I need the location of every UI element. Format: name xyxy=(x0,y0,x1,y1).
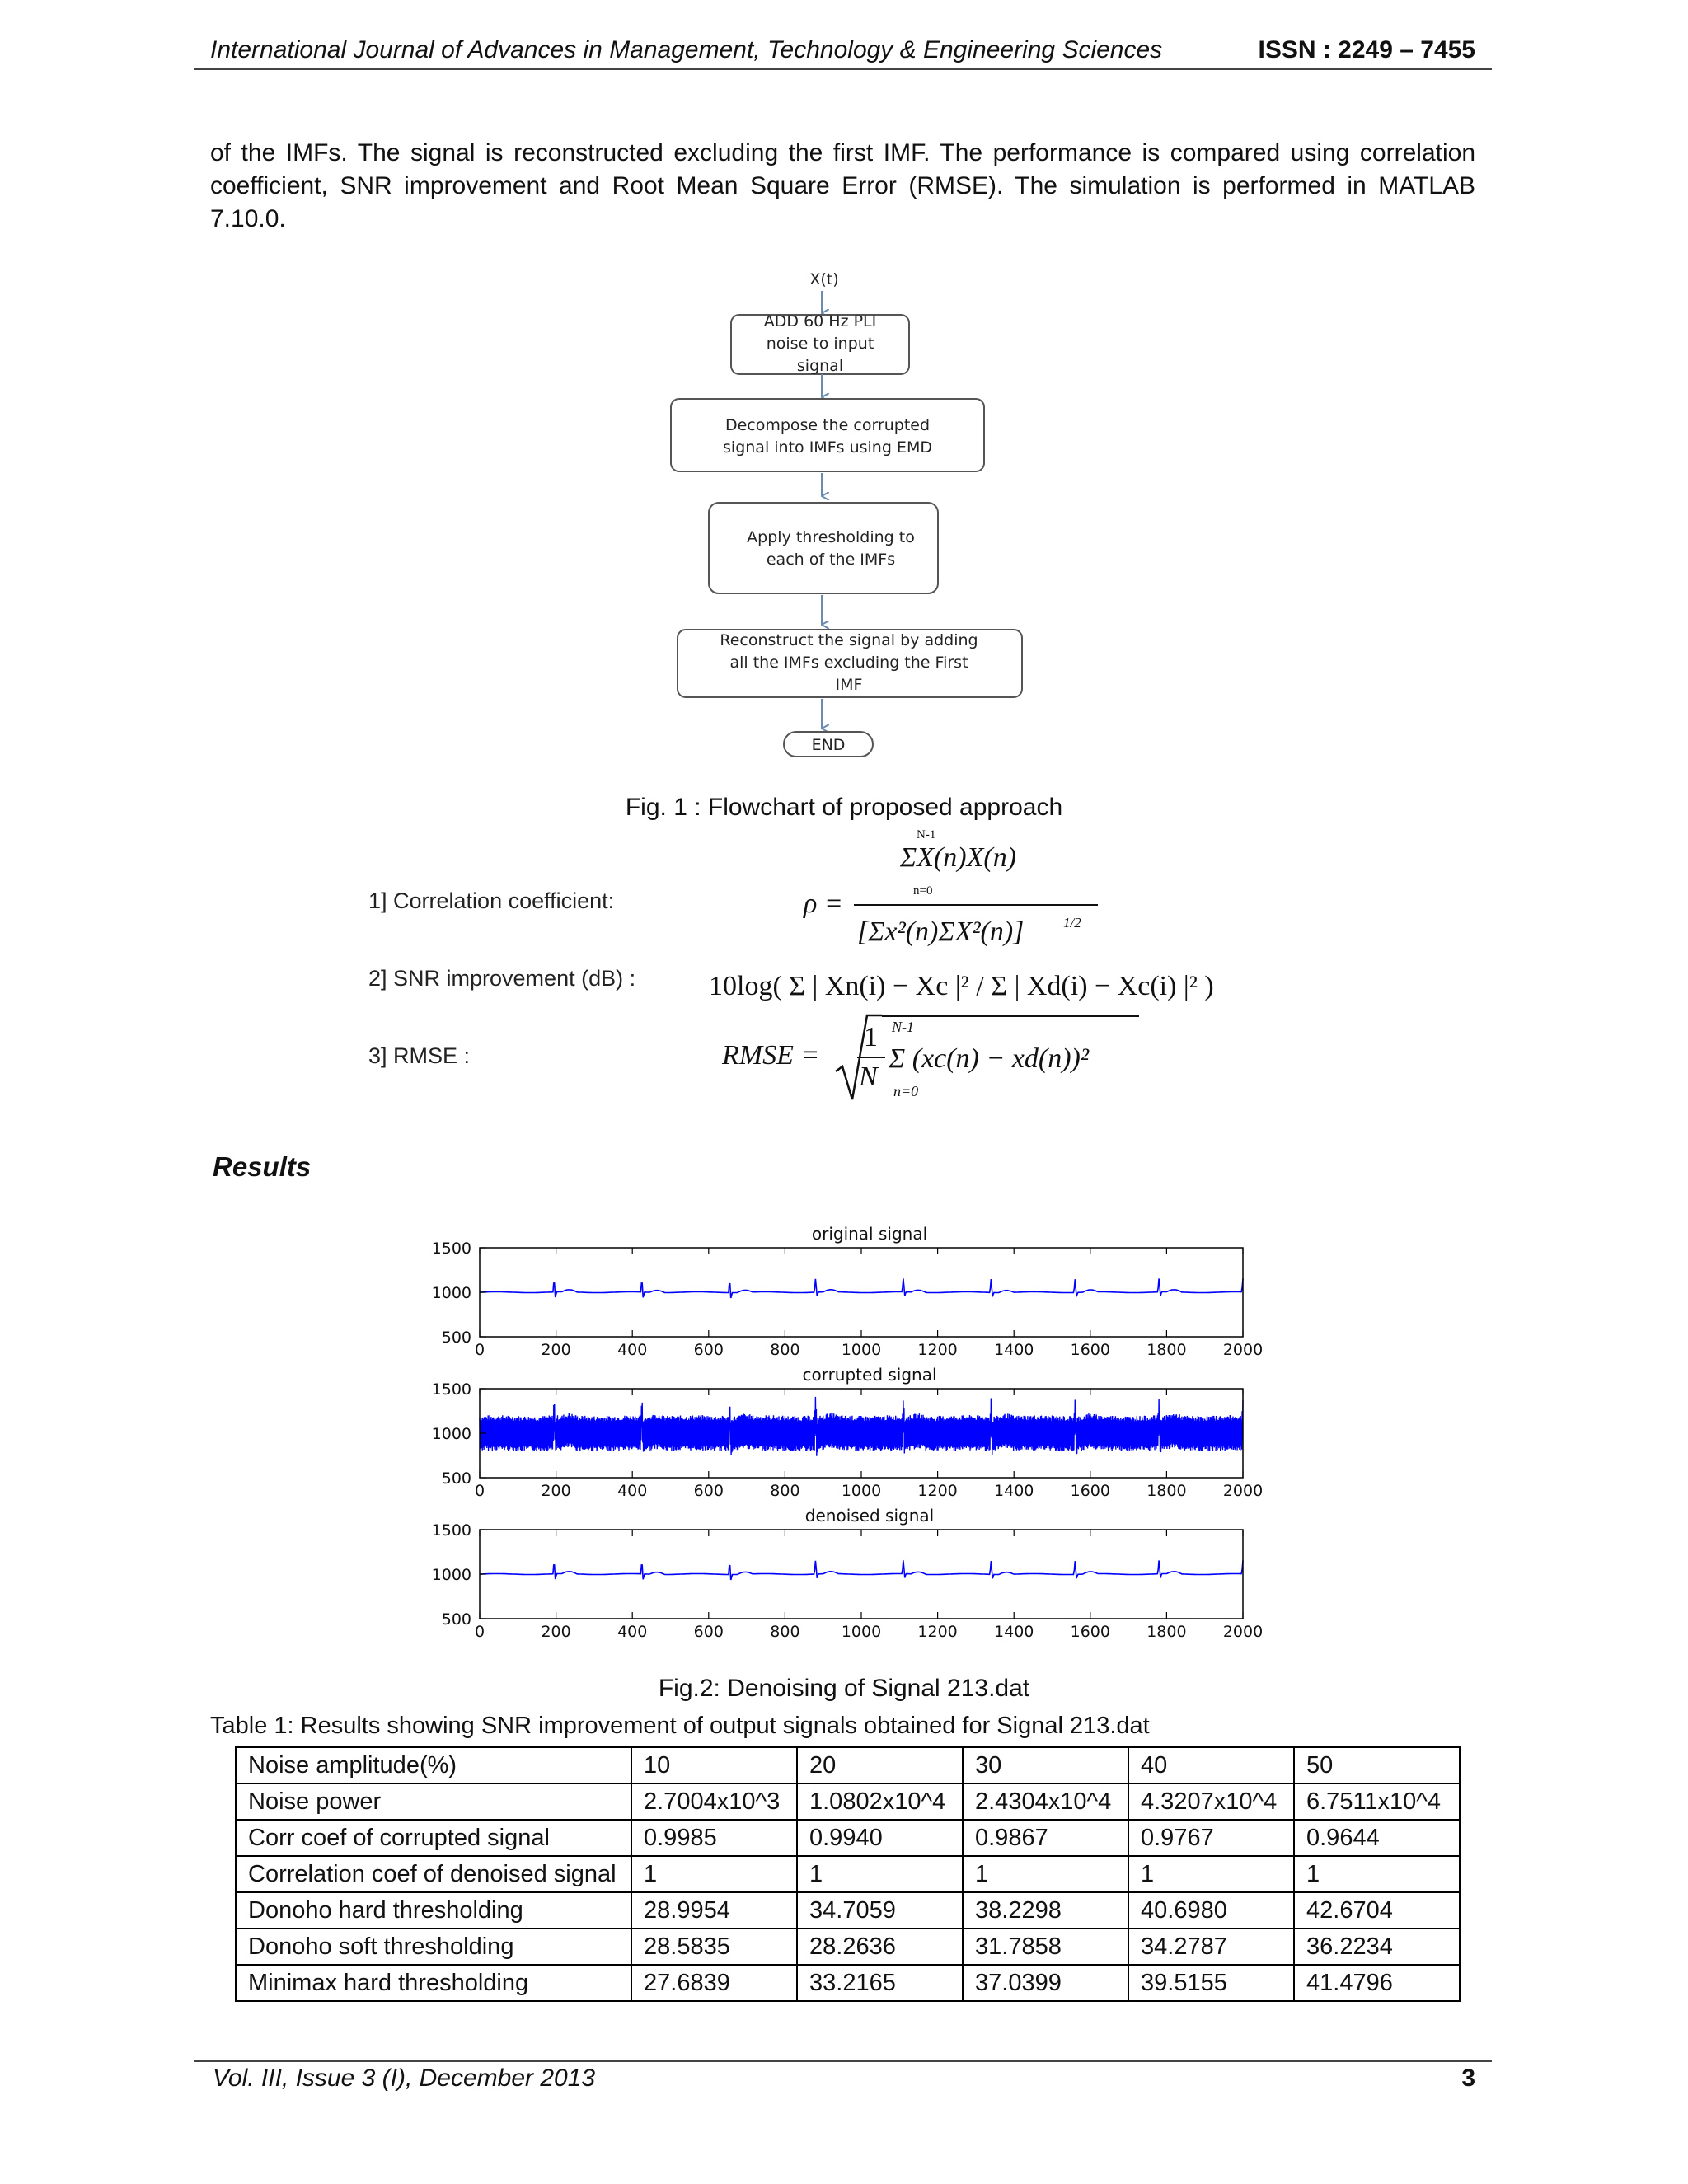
flow-input: X(t) xyxy=(809,270,839,288)
corr-label: 1] Correlation coefficient: xyxy=(368,888,615,913)
flowchart xyxy=(643,262,1039,765)
chart-title: original signal xyxy=(811,1224,928,1244)
table-row xyxy=(236,1747,1460,1783)
table-cell: 2.7004x10^3 xyxy=(631,1783,797,1820)
header-rule xyxy=(194,68,1492,70)
table-cell: 28.5835 xyxy=(631,1929,797,1965)
x-tick-label: 2000 xyxy=(1222,1341,1264,1359)
y-tick-label: 1500 xyxy=(431,1380,471,1399)
table-cell: 1 xyxy=(1294,1856,1460,1892)
table-row-label: Corr coef of corrupted signal xyxy=(236,1820,631,1856)
table-cell: 36.2234 xyxy=(1294,1929,1460,1965)
x-tick-label: 1200 xyxy=(917,1482,958,1500)
table-cell: 37.0399 xyxy=(963,1965,1128,2001)
x-tick-label: 800 xyxy=(770,1341,800,1359)
results-table xyxy=(235,1746,1461,2002)
flow-step-3-line-2: each of the IMFs xyxy=(766,551,896,569)
flow-step-1-line-2: noise to input xyxy=(766,335,874,353)
chart-title: denoised signal xyxy=(804,1506,935,1526)
table-row-label: Donoho hard thresholding xyxy=(236,1892,631,1929)
table-row-label: Noise amplitude(%) xyxy=(236,1747,631,1783)
x-tick-label: 1200 xyxy=(917,1341,958,1359)
table-cell: 2.4304x10^4 xyxy=(963,1783,1128,1820)
x-tick-label: 400 xyxy=(617,1623,648,1641)
x-tick-label: 1400 xyxy=(994,1623,1034,1641)
x-tick-label: 1600 xyxy=(1070,1482,1110,1500)
table-row xyxy=(236,1820,1460,1856)
corr-fraction-bar xyxy=(854,904,1098,906)
rmse-fraction-bar xyxy=(857,1057,885,1058)
rmse-one: 1 xyxy=(864,1022,878,1052)
table-cell: 28.2636 xyxy=(797,1929,963,1965)
x-tick-label: 2000 xyxy=(1222,1623,1264,1641)
table-cell: 1.0802x10^4 xyxy=(797,1783,963,1820)
table-cell: 0.9767 xyxy=(1128,1820,1294,1856)
x-tick-label: 1200 xyxy=(917,1623,958,1641)
table-row xyxy=(236,1892,1460,1929)
table-cell: 6.7511x10^4 xyxy=(1294,1783,1460,1820)
snr-label: 2] SNR improvement (dB) : xyxy=(368,966,636,991)
table-cell: 27.6839 xyxy=(631,1965,797,2001)
rmse-label: 3] RMSE : xyxy=(368,1043,471,1068)
issn: ISSN : 2249 – 7455 xyxy=(1258,36,1475,63)
rho-symbol: ρ = xyxy=(804,888,843,919)
table-row-label: Donoho soft thresholding xyxy=(236,1929,631,1965)
y-tick-label: 1000 xyxy=(431,1425,471,1443)
footer-rule xyxy=(194,2060,1492,2062)
corr-denominator: [Σx²(n)ΣX²(n)] xyxy=(857,916,1025,947)
table-row-label: Noise power xyxy=(236,1783,631,1820)
corr-numerator: ΣX(n)X(n) xyxy=(900,842,1017,873)
x-tick-label: 1000 xyxy=(841,1341,882,1359)
table-cell: 0.9985 xyxy=(631,1820,797,1856)
x-tick-label: 200 xyxy=(541,1482,571,1500)
table-cell: 30 xyxy=(963,1747,1128,1783)
table-row-label: Correlation coef of denoised signal xyxy=(236,1856,631,1892)
rmse-lhs: RMSE = xyxy=(722,1040,820,1071)
table-cell: 38.2298 xyxy=(963,1892,1128,1929)
x-tick-label: 1600 xyxy=(1070,1623,1110,1641)
table-cell: 34.7059 xyxy=(797,1892,963,1929)
table-cell: 40.6980 xyxy=(1128,1892,1294,1929)
flow-step-2-line-1: Decompose the corrupted xyxy=(724,416,931,434)
y-tick-label: 1000 xyxy=(431,1566,471,1584)
x-tick-label: 600 xyxy=(693,1341,724,1359)
corr-sum-top: N-1 xyxy=(917,828,936,841)
x-tick-label: 400 xyxy=(617,1482,648,1500)
table-cell: 40 xyxy=(1128,1747,1294,1783)
y-tick-label: 500 xyxy=(441,1469,471,1488)
x-tick-label: 600 xyxy=(693,1623,724,1641)
x-tick-label: 200 xyxy=(541,1341,571,1359)
intro-paragraph: of the IMFs. The signal is reconstructed excluding the first IMF. The performance is compared using correlation coefficient, SNR improvement and Root Mean Square Error (RMSE). The simulation is performed in MATLAB 7.10.0. xyxy=(210,139,1475,232)
signal-line xyxy=(480,1560,1243,1580)
table-cell: 10 xyxy=(631,1747,797,1783)
table-cell: 0.9867 xyxy=(963,1820,1128,1856)
y-tick-label: 1000 xyxy=(431,1284,471,1302)
x-tick-label: 1800 xyxy=(1146,1341,1187,1359)
flow-step-threshold xyxy=(709,503,938,593)
corr-exponent: 1/2 xyxy=(1063,915,1081,930)
table-cell: 42.6704 xyxy=(1294,1892,1460,1929)
x-tick-label: 1000 xyxy=(841,1482,882,1500)
table-cell: 4.3207x10^4 xyxy=(1128,1783,1294,1820)
x-tick-label: 800 xyxy=(770,1482,800,1500)
flow-step-4-line-1: Reconstruct the signal by adding xyxy=(720,631,978,649)
flow-step-1-line-3: signal xyxy=(796,357,844,375)
x-tick-label: 600 xyxy=(693,1482,724,1500)
table-cell: 0.9644 xyxy=(1294,1820,1460,1856)
x-tick-label: 0 xyxy=(474,1482,485,1500)
rmse-n: N xyxy=(859,1062,878,1092)
page-number: 3 xyxy=(1461,2064,1475,2092)
x-tick-label: 400 xyxy=(617,1341,648,1359)
x-tick-label: 1400 xyxy=(994,1482,1034,1500)
table-cell: 1 xyxy=(1128,1856,1294,1892)
chart-title: corrupted signal xyxy=(802,1365,937,1385)
signal-charts xyxy=(412,1210,1286,1655)
y-tick-label: 1500 xyxy=(431,1521,471,1540)
rmse-root-bar xyxy=(882,1015,1139,1017)
x-tick-label: 0 xyxy=(474,1623,485,1641)
x-tick-label: 1400 xyxy=(994,1341,1034,1359)
table-cell: 1 xyxy=(963,1856,1128,1892)
x-tick-label: 1000 xyxy=(841,1623,882,1641)
x-tick-label: 200 xyxy=(541,1623,571,1641)
journal-title: International Journal of Advances in Management, Technology & Engineering Sciences xyxy=(210,36,1163,63)
flow-step-3-line-1: Apply thresholding to xyxy=(747,528,915,546)
footer-volume: Vol. III, Issue 3 (I), December 2013 xyxy=(213,2064,596,2092)
x-tick-label: 1800 xyxy=(1146,1482,1187,1500)
fig1-caption: Fig. 1 : Flowchart of proposed approach xyxy=(625,794,1063,821)
x-tick-label: 1800 xyxy=(1146,1623,1187,1641)
x-tick-label: 0 xyxy=(474,1341,485,1359)
table-row xyxy=(236,1783,1460,1820)
x-tick-label: 2000 xyxy=(1222,1482,1264,1500)
y-tick-label: 500 xyxy=(441,1610,471,1629)
x-tick-label: 800 xyxy=(770,1623,800,1641)
flow-step-decompose xyxy=(671,399,984,471)
table-row xyxy=(236,1929,1460,1965)
rmse-body: Σ (xc(n) − xd(n))² xyxy=(889,1043,1090,1074)
table-cell: 20 xyxy=(797,1747,963,1783)
table-row-label: Minimax hard thresholding xyxy=(236,1965,631,2001)
signal-line xyxy=(480,1397,1243,1456)
flow-step-4-line-2: all the IMFs excluding the First xyxy=(729,654,968,672)
fig2-caption: Fig.2: Denoising of Signal 213.dat xyxy=(658,1675,1030,1702)
table-cell: 1 xyxy=(631,1856,797,1892)
snr-formula: 10log( Σ | Xn(i) − Xc |² / Σ | Xd(i) − Xc(i) |² ) xyxy=(709,971,1214,1001)
rmse-sum-bottom: n=0 xyxy=(893,1083,919,1099)
y-tick-label: 500 xyxy=(441,1329,471,1347)
table-cell: 28.9954 xyxy=(631,1892,797,1929)
flow-step-4-line-3: IMF xyxy=(835,676,863,694)
flow-step-1-line-1: ADD 60 Hz PLI xyxy=(763,312,877,330)
table-row xyxy=(236,1965,1460,2001)
table-cell: 33.2165 xyxy=(797,1965,963,2001)
table-row xyxy=(236,1856,1460,1892)
table-cell: 1 xyxy=(797,1856,963,1892)
table-cell: 50 xyxy=(1294,1747,1460,1783)
table-cell: 41.4796 xyxy=(1294,1965,1460,2001)
signal-line xyxy=(480,1278,1243,1298)
flow-end-label: END xyxy=(811,736,846,754)
flow-step-2-line-2: signal into IMFs using EMD xyxy=(723,438,932,457)
table-cell: 31.7858 xyxy=(963,1929,1128,1965)
results-heading: Results xyxy=(213,1151,312,1182)
corr-sum-bottom: n=0 xyxy=(913,884,933,898)
table-cell: 39.5155 xyxy=(1128,1965,1294,2001)
x-tick-label: 1600 xyxy=(1070,1341,1110,1359)
table-cell: 0.9940 xyxy=(797,1820,963,1856)
table-cell: 34.2787 xyxy=(1128,1929,1294,1965)
y-tick-label: 1500 xyxy=(431,1240,471,1258)
table-caption: Table 1: Results showing SNR improvement of output signals obtained for Signal 213.dat xyxy=(210,1713,1150,1739)
rmse-sum-top: N-1 xyxy=(892,1019,914,1035)
